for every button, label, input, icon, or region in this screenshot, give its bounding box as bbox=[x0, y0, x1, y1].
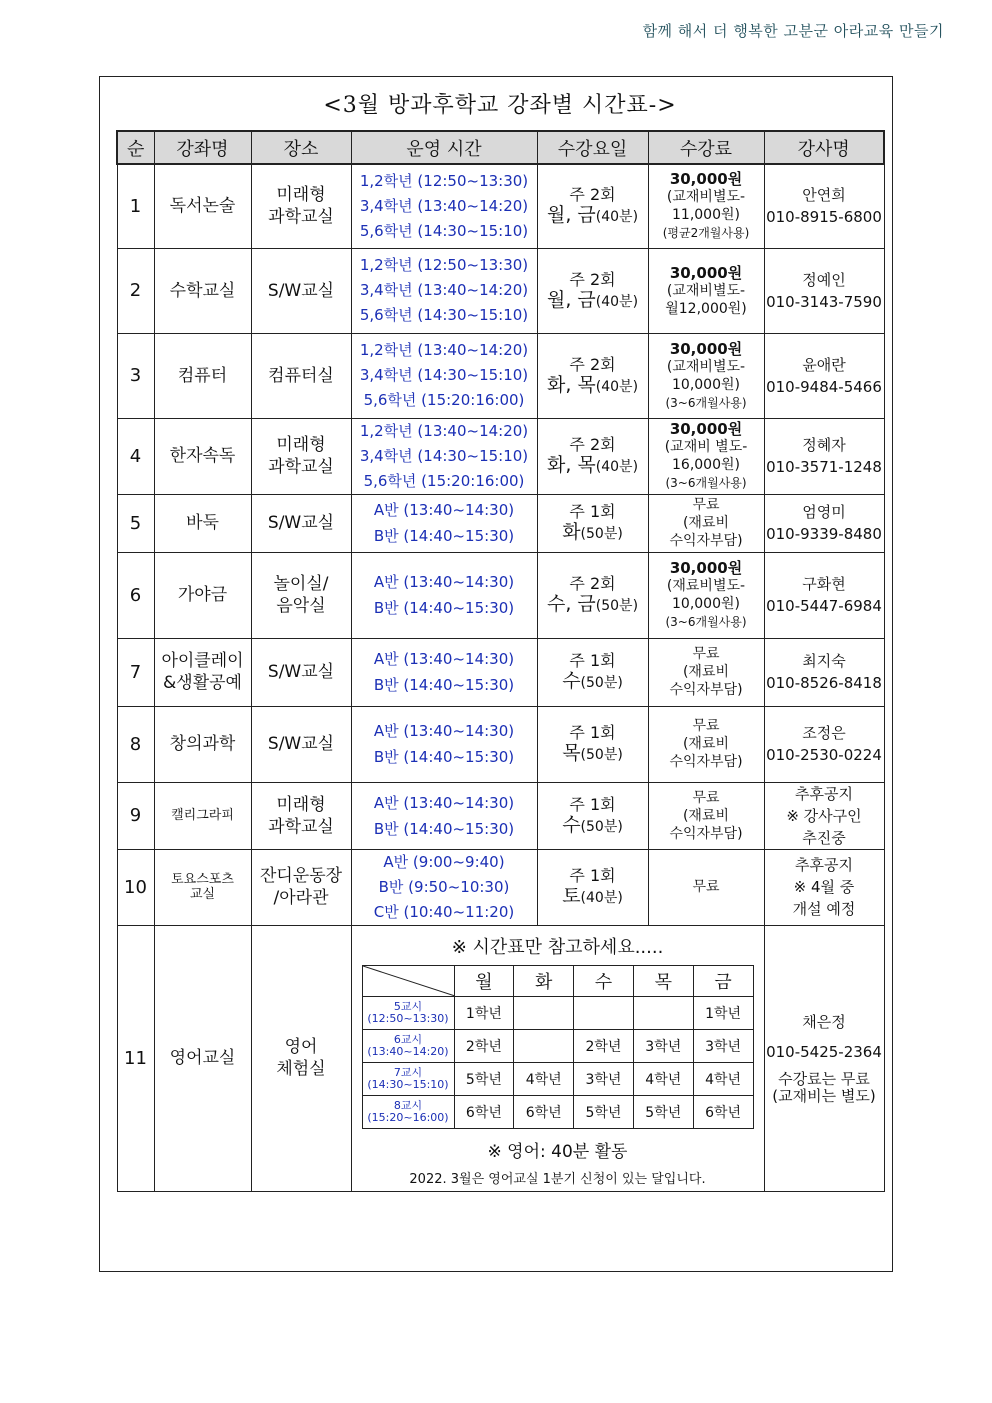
grade-cell: 6학년 bbox=[693, 1096, 753, 1129]
frequency: 주 1회 bbox=[569, 502, 616, 521]
weekdays: 목 bbox=[562, 742, 581, 764]
grade-cell: 2학년 bbox=[454, 1030, 514, 1063]
teacher-name: 최지숙 bbox=[802, 652, 846, 670]
course-fee bbox=[648, 552, 764, 638]
teacher-line: 추진중 bbox=[802, 828, 846, 847]
grade-cell bbox=[574, 997, 634, 1030]
fee-line: (교재비별도- bbox=[666, 189, 746, 206]
fee-line: 무료 bbox=[692, 497, 720, 513]
fee-line: 무료 bbox=[692, 646, 720, 662]
day-line bbox=[538, 290, 648, 313]
period-name: 8교시 bbox=[393, 1099, 423, 1112]
course-number: 9 bbox=[117, 782, 154, 849]
course-row bbox=[117, 494, 884, 552]
course-row bbox=[117, 782, 884, 849]
grade-cell bbox=[633, 997, 693, 1030]
day-line bbox=[538, 455, 648, 478]
frequency: 주 1회 bbox=[569, 651, 616, 670]
grade-cell bbox=[514, 1030, 574, 1063]
course-teacher bbox=[764, 925, 884, 1191]
period-label bbox=[362, 1096, 454, 1129]
time-slot: A반 (13:40~14:30) bbox=[373, 722, 515, 740]
grade-cell: 1학년 bbox=[454, 997, 514, 1030]
time-slot: 1,2학년 (13:40~14:20) bbox=[359, 341, 529, 359]
grade-cell: 1학년 bbox=[693, 997, 753, 1030]
weekdays: 화, 목 bbox=[546, 454, 596, 476]
fee-line: (재료비 bbox=[682, 807, 730, 824]
place-line: 잔디운동장 bbox=[259, 866, 343, 886]
place-line: S/W교실 bbox=[267, 662, 335, 682]
course-name bbox=[154, 638, 251, 706]
schedule-note: ※ 시간표만 참고하세요..... bbox=[451, 937, 664, 958]
fee-line: 30,000원 bbox=[669, 339, 743, 358]
school-motto: 함께 해서 더 행복한 고분군 아라교육 만들기 bbox=[642, 22, 944, 40]
course-days bbox=[537, 333, 648, 418]
timetable bbox=[116, 130, 885, 1192]
fee-line: 무료 bbox=[692, 718, 720, 734]
teacher-name: 정예인 bbox=[802, 270, 846, 289]
fee-line: (재료비 bbox=[682, 515, 730, 531]
period-row bbox=[362, 1030, 753, 1063]
course-fee bbox=[648, 418, 764, 494]
grade-cell: 5학년 bbox=[574, 1096, 634, 1129]
header-no: 순 bbox=[117, 131, 154, 164]
course-days bbox=[537, 782, 648, 849]
header-days: 수강요일 bbox=[537, 131, 648, 164]
place-line: S/W교실 bbox=[267, 734, 335, 754]
place-line: 영어 bbox=[284, 1037, 318, 1057]
course-days bbox=[537, 552, 648, 638]
weekday-fri: 금 bbox=[693, 966, 753, 997]
teacher-name: 윤애란 bbox=[802, 355, 846, 374]
course-place bbox=[251, 333, 351, 418]
grade-cell: 5학년 bbox=[454, 1063, 514, 1096]
time-slot: 1,2학년 (12:50~13:30) bbox=[359, 256, 529, 274]
course-name: 가야금 bbox=[154, 552, 251, 638]
weekdays: 월, 금 bbox=[546, 288, 596, 311]
course-name: 캘리그라피 bbox=[154, 782, 251, 849]
course-name bbox=[154, 849, 251, 925]
course-days bbox=[537, 849, 648, 925]
period-time: (15:20~16:00) bbox=[367, 1111, 449, 1124]
place-line: 미래형 bbox=[276, 794, 326, 815]
course-number: 6 bbox=[117, 552, 154, 638]
page-title: <3월 방과후학교 강좌별 시간표-> bbox=[323, 93, 677, 118]
teacher-name: 조정은 bbox=[802, 724, 846, 742]
teacher-line: 010-9484-5466 bbox=[766, 377, 882, 396]
grade-cell: 4학년 bbox=[514, 1063, 574, 1096]
course-teacher bbox=[764, 782, 884, 849]
header-fee: 수강료 bbox=[648, 131, 764, 164]
fee-line: (3~6개월사용) bbox=[665, 395, 747, 410]
time-slot: 5,6학년 (15:20:16:00) bbox=[363, 471, 525, 490]
course-times bbox=[351, 782, 537, 849]
period-list bbox=[362, 997, 753, 1129]
english-schedule-table bbox=[362, 965, 754, 1129]
course-number: 2 bbox=[117, 248, 154, 333]
time-slot: 3,4학년 (13:40~14:20) bbox=[359, 281, 529, 299]
time-slot: B반 (14:40~15:30) bbox=[373, 599, 515, 617]
place-line: S/W교실 bbox=[267, 513, 335, 533]
time-slot: B반 (14:40~15:30) bbox=[373, 527, 515, 545]
teacher-line: ※ 강사구인 bbox=[786, 806, 862, 825]
duration: (50분) bbox=[580, 675, 623, 691]
place-line: 과학교실 bbox=[268, 816, 334, 837]
fee-line: (재료비별도- bbox=[666, 578, 746, 594]
course-teacher bbox=[764, 494, 884, 552]
course-name: 수학교실 bbox=[154, 248, 251, 333]
course-times bbox=[351, 849, 537, 925]
day-line bbox=[538, 743, 648, 766]
time-slot: 5,6학년 (14:30~15:10) bbox=[359, 306, 529, 324]
course-times bbox=[351, 552, 537, 638]
course-place bbox=[251, 164, 351, 248]
duration: (40분) bbox=[595, 459, 639, 475]
frequency: 주 2회 bbox=[569, 435, 616, 454]
period-name: 5교시 bbox=[393, 1000, 423, 1013]
time-slot: A반 (13:40~14:30) bbox=[373, 650, 515, 668]
course-name-line: 교실 bbox=[189, 887, 216, 902]
fee-line: (평균2개월사용) bbox=[662, 226, 750, 241]
time-slot: 5,6학년 (15:20:16:00) bbox=[363, 391, 525, 409]
day-line bbox=[538, 886, 648, 909]
course-teacher bbox=[764, 706, 884, 782]
fee-line: (3~6개월사용) bbox=[665, 615, 747, 629]
english-row bbox=[117, 925, 884, 1191]
fee-line: (교재비 별도- bbox=[664, 439, 748, 455]
course-fee bbox=[648, 849, 764, 925]
course-name: 바둑 bbox=[154, 494, 251, 552]
fee-line: 30,000원 bbox=[669, 420, 743, 438]
course-times bbox=[351, 248, 537, 333]
period-time: (12:50~13:30) bbox=[367, 1012, 449, 1025]
course-list bbox=[117, 164, 884, 925]
diagonal-line bbox=[363, 966, 455, 996]
course-times bbox=[351, 494, 537, 552]
grade-cell: 3학년 bbox=[633, 1030, 693, 1063]
course-teacher bbox=[764, 552, 884, 638]
time-slot: B반 (9:50~10:30) bbox=[378, 877, 510, 896]
course-teacher bbox=[764, 164, 884, 248]
course-times bbox=[351, 418, 537, 494]
time-slot: 1,2학년 (13:40~14:20) bbox=[359, 421, 529, 440]
course-days bbox=[537, 248, 648, 333]
teacher-line: 010-9339-8480 bbox=[766, 525, 882, 543]
time-slot: A반 (9:00~9:40) bbox=[383, 852, 505, 871]
weekday-tue: 화 bbox=[514, 966, 574, 997]
place-line: 과학교실 bbox=[268, 207, 334, 228]
fee-line: 월12,000원) bbox=[665, 300, 747, 317]
grade-cell: 3학년 bbox=[574, 1063, 634, 1096]
period-row bbox=[362, 997, 753, 1030]
frequency: 주 1회 bbox=[569, 794, 616, 814]
course-fee bbox=[648, 638, 764, 706]
frequency: 주 2회 bbox=[569, 185, 616, 205]
course-times bbox=[351, 706, 537, 782]
time-slot: B반 (14:40~15:30) bbox=[373, 676, 515, 694]
day-line bbox=[538, 671, 648, 694]
course-name: 독서논술 bbox=[154, 164, 251, 248]
fee-line: 무료 bbox=[692, 879, 720, 895]
course-name-line: 토요스포츠 bbox=[171, 872, 234, 887]
teacher-line: 010-3571-1248 bbox=[766, 458, 882, 476]
course-name-line: 아이클레이 bbox=[161, 651, 244, 671]
course-teacher bbox=[764, 248, 884, 333]
course-row bbox=[117, 418, 884, 494]
fee-line: 30,000원 bbox=[669, 559, 743, 577]
duration: (40분) bbox=[595, 378, 639, 395]
course-number: 11 bbox=[117, 925, 154, 1191]
place-line: /아라관 bbox=[273, 888, 329, 908]
time-slot: 3,4학년 (14:30~15:10) bbox=[359, 446, 529, 465]
grade-cell: 6학년 bbox=[454, 1096, 514, 1129]
course-row bbox=[117, 333, 884, 418]
course-row bbox=[117, 638, 884, 706]
course-fee bbox=[648, 782, 764, 849]
course-number: 10 bbox=[117, 849, 154, 925]
course-place bbox=[251, 494, 351, 552]
course-row bbox=[117, 248, 884, 333]
fee-line: 10,000원) bbox=[672, 596, 740, 612]
course-number: 3 bbox=[117, 333, 154, 418]
teacher-name: 엄영미 bbox=[802, 503, 846, 521]
period-label bbox=[362, 1063, 454, 1096]
course-name: 영어교실 bbox=[154, 925, 251, 1191]
grade-cell: 2학년 bbox=[574, 1030, 634, 1063]
grade-cell: 3학년 bbox=[693, 1030, 753, 1063]
weekdays: 수 bbox=[562, 670, 581, 692]
fee-line: 10,000원) bbox=[672, 376, 740, 393]
course-number: 8 bbox=[117, 706, 154, 782]
course-place bbox=[251, 849, 351, 925]
teacher-line: 010-2530-0224 bbox=[766, 746, 882, 764]
grade-cell: 4학년 bbox=[633, 1063, 693, 1096]
place-line: 미래형 bbox=[276, 435, 326, 455]
teacher-line: 개설 예정 bbox=[792, 900, 856, 918]
grade-cell: 6학년 bbox=[514, 1096, 574, 1129]
teacher-note: 수강료는 무료 bbox=[778, 1070, 870, 1088]
day-line bbox=[538, 594, 648, 617]
teacher-name: 채은정 bbox=[802, 1013, 846, 1031]
course-times bbox=[351, 333, 537, 418]
place-line: 음악실 bbox=[276, 596, 326, 616]
course-fee bbox=[648, 333, 764, 418]
time-slot: A반 (13:40~14:30) bbox=[373, 501, 515, 519]
course-number: 4 bbox=[117, 418, 154, 494]
time-slot: B반 (14:40~15:30) bbox=[373, 748, 515, 766]
period-name: 6교시 bbox=[393, 1033, 423, 1046]
grade-cell: 4학년 bbox=[693, 1063, 753, 1096]
course-name: 한자속독 bbox=[154, 418, 251, 494]
header-teacher: 강사명 bbox=[764, 131, 884, 164]
fee-line: (재료비 bbox=[682, 736, 730, 752]
teacher-line: 010-3143-7590 bbox=[766, 292, 882, 311]
day-line bbox=[538, 522, 648, 545]
day-line bbox=[538, 375, 648, 398]
frequency: 주 2회 bbox=[569, 574, 616, 593]
course-number: 5 bbox=[117, 494, 154, 552]
weekdays: 수 bbox=[562, 813, 581, 836]
course-place bbox=[251, 248, 351, 333]
course-place bbox=[251, 638, 351, 706]
weekdays: 화 bbox=[562, 521, 581, 543]
course-days bbox=[537, 164, 648, 248]
course-name-line: &생활공예 bbox=[163, 673, 242, 693]
fee-line: (재료비 bbox=[682, 664, 730, 680]
teacher-name: 안연희 bbox=[802, 186, 846, 205]
duration: (40분) bbox=[580, 890, 623, 906]
weekday-wed: 수 bbox=[574, 966, 634, 997]
course-row bbox=[117, 706, 884, 782]
duration: (50분) bbox=[595, 598, 639, 614]
duration: (50분) bbox=[580, 818, 623, 835]
fee-line: 수익자부담) bbox=[669, 533, 743, 549]
header-place: 장소 bbox=[251, 131, 351, 164]
frequency: 주 1회 bbox=[569, 866, 616, 885]
day-line bbox=[538, 205, 648, 228]
time-slot: 5,6학년 (14:30~15:10) bbox=[359, 221, 529, 240]
course-row bbox=[117, 164, 884, 248]
teacher-name: 정혜자 bbox=[802, 436, 846, 454]
course-fee bbox=[648, 494, 764, 552]
fee-line: 수익자부담) bbox=[669, 825, 743, 842]
english-schedule-cell bbox=[351, 925, 764, 1191]
course-days bbox=[537, 638, 648, 706]
teacher-name: 추후공지 bbox=[795, 784, 853, 803]
teacher-line: ※ 4월 중 bbox=[793, 878, 855, 896]
weekdays: 토 bbox=[562, 885, 581, 907]
teacher-line: 010-8526-8418 bbox=[766, 674, 882, 692]
fee-line: 30,000원 bbox=[669, 263, 743, 282]
time-slot: 3,4학년 (14:30~15:10) bbox=[359, 366, 529, 384]
period-row bbox=[362, 1096, 753, 1129]
course-number: 7 bbox=[117, 638, 154, 706]
period-row bbox=[362, 1063, 753, 1096]
period-label bbox=[362, 997, 454, 1030]
teacher-line: 010-5447-6984 bbox=[766, 597, 882, 615]
fee-line: 30,000원 bbox=[669, 170, 743, 189]
course-teacher bbox=[764, 638, 884, 706]
duration: (50분) bbox=[580, 747, 623, 763]
fee-line: (3~6개월사용) bbox=[665, 476, 747, 490]
course-times bbox=[351, 164, 537, 248]
course-teacher bbox=[764, 849, 884, 925]
teacher-line: 010-8915-6800 bbox=[766, 208, 882, 227]
weekday-thu: 목 bbox=[633, 966, 693, 997]
header-time: 운영 시간 bbox=[351, 131, 537, 164]
fee-line: 16,000원) bbox=[672, 457, 740, 473]
course-place bbox=[251, 925, 351, 1191]
course-days bbox=[537, 418, 648, 494]
place-line: 놀이실/ bbox=[273, 574, 329, 594]
teacher-note: (교재비는 별도) bbox=[772, 1087, 876, 1105]
course-times bbox=[351, 638, 537, 706]
duration: (50분) bbox=[580, 526, 623, 542]
period-label bbox=[362, 1030, 454, 1063]
course-row bbox=[117, 849, 884, 925]
grade-cell bbox=[514, 997, 574, 1030]
course-fee bbox=[648, 164, 764, 248]
period-time: (13:40~14:20) bbox=[367, 1045, 449, 1058]
weekday-mon: 월 bbox=[454, 966, 514, 997]
course-teacher bbox=[764, 333, 884, 418]
course-place bbox=[251, 418, 351, 494]
fee-line: (교재비별도- bbox=[666, 358, 746, 375]
grade-cell: 5학년 bbox=[633, 1096, 693, 1129]
place-line: S/W교실 bbox=[267, 280, 335, 301]
course-days bbox=[537, 706, 648, 782]
course-number: 1 bbox=[117, 164, 154, 248]
place-line: 체험실 bbox=[276, 1059, 326, 1079]
diagonal-corner bbox=[362, 966, 454, 997]
weekday-row bbox=[362, 966, 753, 997]
course-name: 창의과학 bbox=[154, 706, 251, 782]
teacher-phone: 010-5425-2364 bbox=[766, 1043, 882, 1061]
fee-line: 무료 bbox=[692, 789, 720, 806]
duration: (40분) bbox=[595, 293, 639, 310]
header-row bbox=[117, 131, 884, 164]
time-slot: 1,2학년 (12:50~13:30) bbox=[359, 171, 529, 190]
frequency: 주 2회 bbox=[569, 354, 616, 374]
course-row bbox=[117, 552, 884, 638]
course-fee bbox=[648, 706, 764, 782]
course-place bbox=[251, 706, 351, 782]
place-line: 과학교실 bbox=[268, 457, 334, 477]
weekdays: 화, 목 bbox=[546, 373, 596, 396]
english-activity-note: ※ 영어: 40분 활동 bbox=[487, 1142, 628, 1162]
frequency: 주 2회 bbox=[569, 269, 616, 289]
time-slot: 3,4학년 (13:40~14:20) bbox=[359, 196, 529, 215]
teacher-name: 구화현 bbox=[802, 575, 846, 593]
frequency: 주 1회 bbox=[569, 723, 616, 742]
course-teacher bbox=[764, 418, 884, 494]
course-place bbox=[251, 552, 351, 638]
place-line: 미래형 bbox=[276, 185, 326, 206]
fee-line: 11,000원) bbox=[672, 207, 740, 224]
fee-line: 수익자부담) bbox=[669, 682, 743, 698]
english-footnote: 2022. 3월은 영어교실 1분기 신청이 있는 달입니다. bbox=[409, 1172, 706, 1187]
weekdays: 월, 금 bbox=[546, 204, 596, 227]
header-course: 강좌명 bbox=[154, 131, 251, 164]
period-time: (14:30~15:10) bbox=[367, 1078, 449, 1091]
weekdays: 수, 금 bbox=[546, 593, 596, 615]
course-fee bbox=[648, 248, 764, 333]
period-name: 7교시 bbox=[393, 1066, 423, 1079]
duration: (40분) bbox=[595, 209, 639, 226]
course-name: 컴퓨터 bbox=[154, 333, 251, 418]
time-slot: B반 (14:40~15:30) bbox=[373, 819, 515, 838]
place-line: 컴퓨터실 bbox=[268, 365, 334, 386]
fee-line: (교재비별도- bbox=[666, 282, 746, 299]
teacher-name: 추후공지 bbox=[795, 856, 853, 874]
course-place bbox=[251, 782, 351, 849]
day-line bbox=[538, 815, 648, 838]
course-days bbox=[537, 494, 648, 552]
fee-line: 수익자부담) bbox=[669, 754, 743, 770]
time-slot: A반 (13:40~14:30) bbox=[373, 573, 515, 591]
time-slot: C반 (10:40~11:20) bbox=[373, 902, 515, 921]
time-slot: A반 (13:40~14:30) bbox=[373, 793, 515, 812]
